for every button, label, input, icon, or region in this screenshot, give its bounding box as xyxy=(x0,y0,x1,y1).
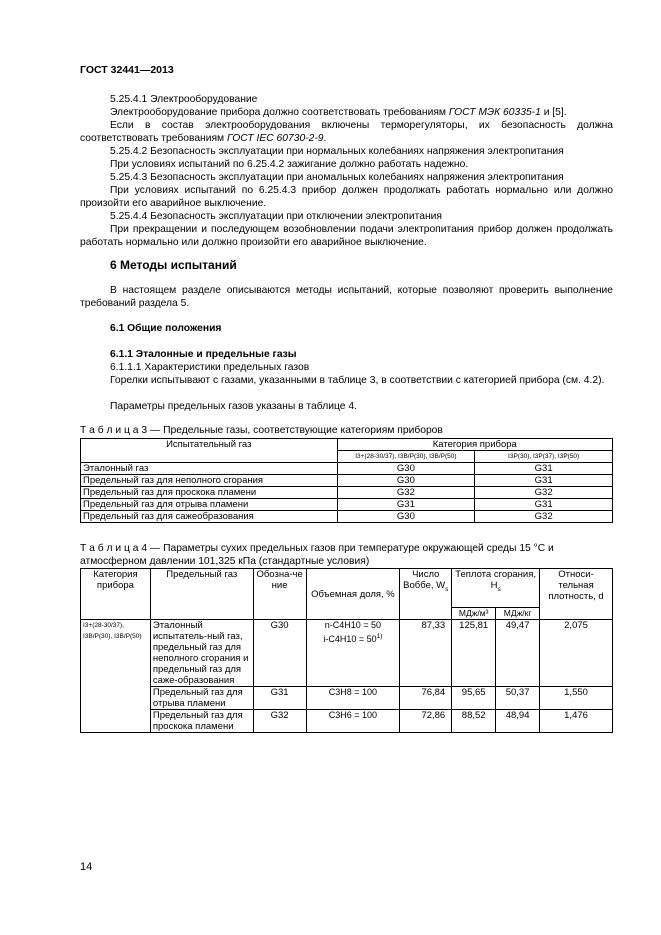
para-5-25-4-4: 5.25.4.4 Безопасность эксплуатации при отключении электропитания xyxy=(110,211,442,222)
para-power-off: При прекращении и последующем возобновлении подачи электропитания прибор должен продолжать работать нормально или должно произойти его аварийное выключение. xyxy=(80,224,613,248)
t3-subheader-1: I3+(28-30/37), I3B/P(30), I3B/P(50) xyxy=(337,451,475,463)
para-abnormal: При условиях испытаний по 6.25.4.3 прибор должен продолжать работать нормально или должно произойти его аварийное выключение. xyxy=(80,185,613,209)
t4-header-volume: Объемная доля, % xyxy=(306,569,400,620)
table-row: Эталонный газ G30 G31 xyxy=(81,463,613,475)
para-electrical-req: Электрооборудование прибора должно соответствовать требованиям ГОСТ МЭК 60335-1 и [5]. xyxy=(110,107,567,118)
std-ref: ГОСТ МЭК 60335-1 xyxy=(448,107,541,118)
section-heading-6: 6 Методы испытаний xyxy=(110,258,237,272)
table-row: Предельный газ для проскока пламени G32 C3H6 = 100 72,86 88,52 48,94 1,476 xyxy=(81,710,613,733)
document-header: ГОСТ 32441—2013 xyxy=(80,64,174,76)
page-number: 14 xyxy=(80,861,93,873)
table-row: Предельный газ для сажеобразования G30 G32 xyxy=(81,511,613,523)
t3-header-gas: Испытательный газ xyxy=(81,439,338,463)
t4-unit-kg: МДж/кг xyxy=(496,608,540,620)
para-burners: Горелки испытывают с газами, указанными в таблице 3, в соответствии с категорией прибора (см. 4.2). xyxy=(110,375,605,386)
t4-header-heat: Теплота сгорания, $H_s$ xyxy=(452,569,540,608)
table3-caption: Т а б л и ц а 3 — Предельные газы, соответствующие категориям приборов xyxy=(80,425,443,436)
t4-header-gas: Предельный газ xyxy=(150,569,253,620)
t3-header-category: Категория прибора xyxy=(337,439,612,451)
table-row: Предельный газ для неполного сгорания G30 G31 xyxy=(81,475,613,487)
t4-unit-m3: МДж/м³ xyxy=(452,608,496,620)
table-4 xyxy=(80,568,613,733)
std-ref: ГОСТ IEC 60730-2-9 xyxy=(227,133,324,144)
t4-header-category: Категория прибора xyxy=(81,569,151,620)
para-table4-ref: Параметры предельных газов указаны в таблице 4. xyxy=(110,401,357,412)
para-section-6-intro: В настоящем разделе описываются методы испытаний, которые позволяют проверить выполнение требований раздела 5. xyxy=(80,285,613,309)
table4-caption: Т а б л и ц а 4 — Параметры сухих предельных газов при температуре окружающей среды 15 °С и атмосферном давлении 101,325 кПа (стандартные условия) xyxy=(80,543,554,567)
t3-subheader-2: I3P(30), I3P(37), I3P(50) xyxy=(475,451,613,463)
table-row: Предельный газ для проскока пламени G32 G32 xyxy=(81,487,613,499)
para-5-25-4-3: 5.25.4.3 Безопасность эксплуатации при аномальных колебаниях напряжения электропитания xyxy=(110,172,564,183)
table-3 xyxy=(80,438,613,523)
t4-header-density: Относи-тельная плотность, d xyxy=(540,569,613,620)
para-thermostat: Если в состав электрооборудования включены терморегуляторы, их безопасность должна соответствовать требованиям ГОСТ IEC 60730-2-9. xyxy=(80,120,613,144)
para-6-1-1-1: 6.1.1.1 Характеристики предельных газов xyxy=(110,362,310,373)
table-row: Предельный газ для отрыва пламени G31 G31 xyxy=(81,499,613,511)
para-5-25-4-1: 5.25.4.1 Электрооборудование xyxy=(110,94,258,105)
para-5-25-4-2: 5.25.4.2 Безопасность эксплуатации при нормальных колебаниях напряжения электропитания xyxy=(110,146,564,157)
t4-category-cell: I3+(28-30/37), I3B/P(30), I3B/P(50) xyxy=(81,620,151,733)
heading-6-1: 6.1 Общие положения xyxy=(110,323,222,334)
table-row: I3+(28-30/37), I3B/P(30), I3B/P(50) Эталонный испытатель-ный газ, предельный газ для неполного сгорания и предельный газ для саже-образования G30 n-C4H10 = 50 $i-C4H10 = 50^{1)}$ 87,33 125,81 49,47 2,075 xyxy=(81,620,613,687)
t4-header-designation: Обозна-че ние xyxy=(253,569,306,620)
para-ignition: При условиях испытаний по 6.25.4.2 зажигание должно работать надежно. xyxy=(110,159,469,170)
table-row: Предельный газ для отрыва пламени G31 C3H8 = 100 76,84 95,65 50,37 1,550 xyxy=(81,687,613,710)
heading-6-1-1: 6.1.1 Эталонные и предельные газы xyxy=(110,349,297,360)
t4-header-wobbe: Число Воббе, $W_s$ xyxy=(400,569,452,620)
